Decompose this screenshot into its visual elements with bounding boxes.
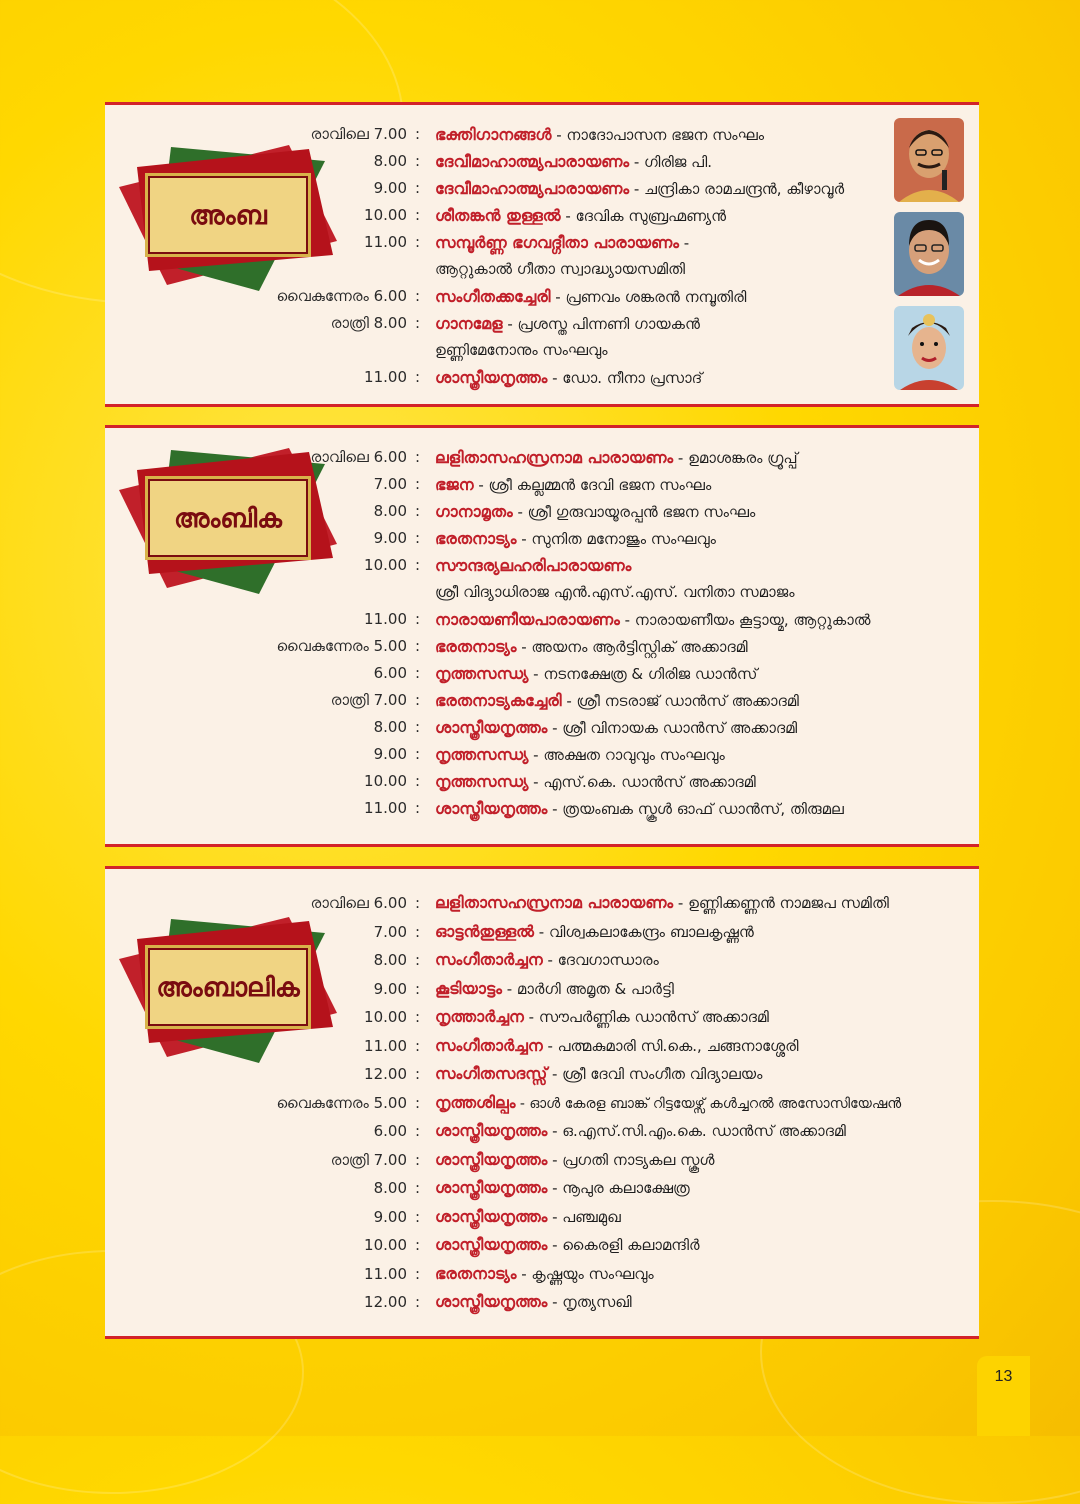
schedule-row bbox=[105, 1146, 979, 1175]
schedule-row-continuation bbox=[105, 579, 979, 606]
row-colon: : bbox=[415, 125, 421, 143]
row-desc bbox=[435, 175, 844, 203]
section-title: അംബിക bbox=[174, 503, 282, 534]
program-name: നൃത്തസന്ധ്യ bbox=[435, 664, 529, 683]
row-time: 11.00 bbox=[364, 610, 407, 628]
row-time: 12.00 bbox=[364, 1065, 407, 1083]
row-colon: : bbox=[415, 772, 421, 790]
performer-name: - ഒ.എസ്.സി.എം.കെ. ഡാൻസ് അക്കാദമി bbox=[547, 1122, 846, 1140]
row-colon: : bbox=[415, 475, 421, 493]
row-desc bbox=[435, 633, 748, 661]
row-desc bbox=[435, 687, 799, 715]
row-time: രാവിലെ 7.00 bbox=[310, 125, 407, 143]
row-time: വൈകുന്നേരം 5.00 bbox=[276, 637, 407, 655]
schedule-row bbox=[105, 525, 979, 552]
schedule-row bbox=[105, 121, 979, 148]
program-name: ശാസ്ത്രീയനൃത്തം bbox=[435, 1149, 548, 1169]
schedule-row bbox=[105, 975, 979, 1004]
row-colon: : bbox=[415, 745, 421, 763]
row-desc bbox=[435, 364, 702, 392]
performer-name: - ഗിരിജ പി. bbox=[629, 153, 712, 171]
program-name: ശാസ്ത്രീയനൃത്തം bbox=[435, 1121, 548, 1140]
performer-name: - ചന്ദ്രികാ രാമചന്ദ്രൻ, കീഴാവൂർ bbox=[629, 180, 845, 198]
schedule-row bbox=[105, 202, 979, 229]
performer-name: - സൗപർണ്ണിക ഡാൻസ് അക്കാദമി bbox=[523, 1008, 769, 1026]
row-time: 11.00 bbox=[364, 799, 407, 817]
row-colon: : bbox=[415, 691, 421, 709]
row-colon: : bbox=[415, 1207, 421, 1226]
schedule-panel-ambalika bbox=[105, 866, 979, 1339]
schedule-row bbox=[105, 1288, 979, 1317]
row-desc bbox=[435, 1117, 846, 1146]
row-desc bbox=[435, 714, 797, 742]
row-desc bbox=[435, 121, 764, 149]
performer-name: - കൈരളി കലാമന്ദിർ bbox=[547, 1236, 700, 1254]
schedule-row bbox=[105, 768, 979, 795]
row-desc bbox=[435, 1060, 762, 1089]
row-time: 7.00 bbox=[373, 922, 407, 941]
row-colon: : bbox=[415, 529, 421, 547]
row-time: 9.00 bbox=[373, 745, 407, 763]
schedule-row bbox=[105, 946, 979, 975]
row-time: 10.00 bbox=[364, 1008, 407, 1026]
row-colon: : bbox=[415, 664, 421, 682]
row-time: രാവിലെ 6.00 bbox=[310, 448, 407, 466]
program-name: ലളിതാസഹസ്രനാമ പാരായണം bbox=[435, 448, 674, 467]
program-name: ശാസ്ത്രീയനൃത്തം bbox=[435, 1235, 548, 1254]
row-desc bbox=[435, 148, 712, 176]
row-time: 9.00 bbox=[373, 979, 407, 998]
program-name: ശീതങ്കൻ തുള്ളൽ bbox=[435, 206, 561, 225]
schedule-row bbox=[105, 552, 979, 579]
schedule-row bbox=[105, 741, 979, 768]
row-time: 6.00 bbox=[373, 1122, 407, 1140]
program-name: കൂടിയാട്ടം bbox=[435, 978, 502, 998]
schedule-row bbox=[105, 471, 979, 498]
schedule-row bbox=[105, 714, 979, 741]
schedule-row-continuation bbox=[105, 337, 979, 364]
row-colon: : bbox=[415, 314, 421, 332]
row-time: 8.00 bbox=[373, 1179, 407, 1197]
row-colon: : bbox=[415, 1293, 421, 1311]
program-name: ഭരതനാട്യം bbox=[435, 529, 517, 548]
row-desc bbox=[435, 525, 716, 553]
performer-name: ശ്രീ വിദ്യാധിരാജ എൻ.എസ്.എസ്. വനിതാ സമാജം bbox=[435, 583, 795, 601]
schedule-row bbox=[105, 1032, 979, 1061]
section-title: അംബാലിക bbox=[156, 972, 300, 1003]
artist-photo bbox=[894, 118, 964, 202]
schedule-row bbox=[105, 310, 979, 337]
program-name: സംഗീതാർച്ചന bbox=[435, 1035, 543, 1055]
row-colon: : bbox=[415, 637, 421, 655]
row-desc bbox=[435, 1231, 700, 1260]
program-name: ഓട്ടൻതുള്ളൽ bbox=[435, 921, 535, 941]
row-time: രാത്രി 8.00 bbox=[330, 314, 407, 332]
row-time: 10.00 bbox=[364, 556, 407, 574]
row-colon: : bbox=[415, 502, 421, 520]
schedule-row bbox=[105, 1174, 979, 1203]
row-desc bbox=[435, 471, 711, 499]
row-colon: : bbox=[415, 152, 421, 170]
performer-name: - ഉമാശങ്കരം ഗ്രൂപ്പ് bbox=[673, 449, 798, 467]
schedule-row bbox=[105, 498, 979, 525]
program-name: നൃത്തസന്ധ്യ bbox=[435, 745, 529, 764]
schedule-row bbox=[105, 889, 979, 918]
schedule-list bbox=[105, 444, 979, 822]
row-time: രാവിലെ 6.00 bbox=[310, 894, 407, 912]
program-name: നൃത്താർച്ചന bbox=[435, 1007, 524, 1026]
row-time: വൈകുന്നേരം 6.00 bbox=[276, 287, 407, 305]
row-desc bbox=[435, 889, 889, 918]
schedule-row bbox=[105, 1060, 979, 1089]
program-name: സമ്പൂർണ്ണ ഭഗവദ്ഗീതാ പാരായണം bbox=[435, 233, 679, 252]
program-name: സംഗീതാർച്ചന bbox=[435, 950, 543, 969]
schedule-row bbox=[105, 606, 979, 633]
program-name: ശാസ്ത്രീയനൃത്തം bbox=[435, 718, 548, 737]
schedule-row bbox=[105, 633, 979, 660]
row-desc bbox=[435, 768, 756, 796]
performer-name: - അക്ഷത റാവുവും സംഘവും bbox=[528, 746, 725, 764]
performer-name: - നാരായണീയം കൂട്ടായ്മ, ആറ്റുകാൽ bbox=[619, 611, 871, 629]
performer-name: - ശ്രീ കല്ലമ്മൻ ദേവി ഭജന സംഘം bbox=[473, 476, 712, 494]
program-name: ശാസ്ത്രീയനൃത്തം bbox=[435, 1206, 548, 1226]
performer-name: - ശ്രീ ദേവി സംഗീത വിദ്യാലയം bbox=[547, 1065, 763, 1083]
performer-name: - പ്രഗതി നാട്യകല സ്കൂൾ bbox=[547, 1150, 715, 1169]
program-name: നൃത്തസന്ധ്യ bbox=[435, 772, 529, 791]
row-colon: : bbox=[415, 368, 421, 386]
performer-name: - ഡോ. നീനാ പ്രസാദ് bbox=[547, 369, 703, 387]
program-name: നൃത്തശില്പം bbox=[435, 1092, 516, 1112]
row-time: 12.00 bbox=[364, 1293, 407, 1311]
schedule-row bbox=[105, 660, 979, 687]
row-desc bbox=[435, 1003, 769, 1032]
performer-name: - മാർഗി അമൃത & പാർട്ടി bbox=[501, 979, 674, 998]
artist-photo bbox=[894, 212, 964, 296]
program-name: ഭരതനാട്യകച്ചേരി bbox=[435, 691, 562, 710]
program-name: ഭജന bbox=[435, 475, 474, 494]
row-desc bbox=[435, 1260, 654, 1289]
schedule-row bbox=[105, 229, 979, 256]
row-time: 9.00 bbox=[373, 1207, 407, 1226]
performer-name: - നൃത്യസഖി bbox=[547, 1293, 632, 1311]
schedule-row bbox=[105, 444, 979, 471]
schedule-row bbox=[105, 1089, 979, 1118]
row-colon: : bbox=[415, 179, 421, 197]
row-colon: : bbox=[415, 233, 421, 251]
program-name: ഗാനാമൃതം bbox=[435, 502, 513, 521]
performer-name: - നാദോപാസന ഭജന സംഘം bbox=[551, 126, 765, 144]
row-desc bbox=[435, 1174, 690, 1203]
performer-name: - ദേവഗാന്ധാരം bbox=[542, 951, 659, 969]
performer-name: ആറ്റുകാൽ ഗീതാ സ്വാദ്ധ്യായസമിതി bbox=[435, 260, 686, 278]
row-colon: : bbox=[415, 448, 421, 466]
performer-name: - സുനിത മനോജും സംഘവും bbox=[516, 530, 716, 548]
schedule-row bbox=[105, 918, 979, 947]
performer-name: - ഉണ്ണിക്കണ്ണൻ നാമജപ സമിതി bbox=[673, 894, 889, 912]
row-colon: : bbox=[415, 951, 421, 969]
schedule-row bbox=[105, 283, 979, 310]
row-time: 11.00 bbox=[364, 233, 407, 251]
program-name: സംഗീതക്കച്ചേരി bbox=[435, 287, 551, 306]
row-colon: : bbox=[415, 1065, 421, 1083]
schedule-list bbox=[105, 121, 979, 391]
row-desc bbox=[435, 1203, 621, 1232]
row-desc bbox=[435, 660, 757, 688]
program-name: ഗാനമേള bbox=[435, 314, 503, 333]
row-time: 10.00 bbox=[364, 1236, 407, 1254]
schedule-row bbox=[105, 795, 979, 822]
performer-name: - ശ്രീ വിനായക ഡാൻസ് അക്കാദമി bbox=[547, 719, 798, 737]
schedule-row bbox=[105, 1260, 979, 1289]
row-colon: : bbox=[415, 556, 421, 574]
program-name: സൗന്ദര്യലഹരിപാരായണം bbox=[435, 556, 632, 575]
row-desc bbox=[435, 283, 746, 311]
performer-name: - പ്രശസ്ത പിന്നണി ഗായകൻ bbox=[502, 315, 700, 333]
row-desc bbox=[435, 498, 755, 526]
performer-name: - പ്രണവം ശങ്കരൻ നമ്പൂതിരി bbox=[550, 288, 747, 306]
row-colon: : bbox=[415, 894, 421, 912]
row-time: 11.00 bbox=[364, 1264, 407, 1283]
row-desc bbox=[435, 1032, 799, 1061]
row-time: 8.00 bbox=[373, 718, 407, 736]
performer-name: - നൂപുര കലാക്ഷേത്ര bbox=[547, 1179, 690, 1197]
row-desc bbox=[435, 552, 631, 580]
row-desc bbox=[435, 918, 754, 947]
page-number: 13 bbox=[994, 1368, 1013, 1385]
row-time: 10.00 bbox=[364, 772, 407, 790]
row-desc bbox=[435, 795, 844, 823]
program-name: ലളിതാസഹസ്രനാമ പാരായണം bbox=[435, 893, 674, 912]
row-colon: : bbox=[415, 979, 421, 998]
row-desc bbox=[435, 202, 726, 230]
row-time: വൈകുന്നേരം 5.00 bbox=[276, 1093, 407, 1112]
row-colon: : bbox=[415, 1179, 421, 1197]
row-desc bbox=[435, 256, 685, 283]
program-name: നാരായണീയപാരായണം bbox=[435, 610, 620, 629]
program-name: ശാസ്ത്രീയനൃത്തം bbox=[435, 368, 548, 387]
schedule-row bbox=[105, 1003, 979, 1032]
schedule-row bbox=[105, 1231, 979, 1260]
row-desc bbox=[435, 606, 870, 634]
schedule-row bbox=[105, 364, 979, 391]
row-colon: : bbox=[415, 610, 421, 628]
row-desc bbox=[435, 337, 608, 364]
program-name: ദേവീമാഹാത്മ്യപാരായണം bbox=[435, 152, 630, 171]
program-name: ഭക്തിഗാനങ്ങൾ bbox=[435, 125, 552, 144]
performer-name: - നടനക്ഷേത്ര & ഗിരിജ ഡാൻസ് bbox=[528, 665, 758, 683]
row-colon: : bbox=[415, 718, 421, 736]
performer-name: - bbox=[678, 234, 690, 252]
row-time: 9.00 bbox=[373, 179, 407, 197]
row-desc bbox=[435, 229, 689, 257]
row-desc bbox=[435, 946, 659, 975]
row-time: രാത്രി 7.00 bbox=[330, 691, 407, 709]
program-name: സംഗീതസദസ്സ് bbox=[435, 1064, 548, 1083]
performer-name: - ശ്രീ നടരാജ് ഡാൻസ് അക്കാദമി bbox=[561, 692, 799, 710]
performer-name: - ഓൾ കേരള ബാങ്ക് റിട്ടയേഴ്സ് കൾച്ചറൽ അസോസിയേഷൻ bbox=[515, 1095, 902, 1112]
row-colon: : bbox=[415, 1150, 421, 1169]
performer-name: - ദേവിക സുബ്രഹ്മണ്യൻ bbox=[560, 207, 727, 225]
row-desc bbox=[435, 310, 700, 338]
artist-photo bbox=[894, 306, 964, 390]
row-time: 8.00 bbox=[373, 951, 407, 969]
row-time: 7.00 bbox=[373, 475, 407, 493]
performer-name: - പഞ്ചമുഖ bbox=[547, 1207, 621, 1226]
performer-name: - ത്രയംബക സ്കൂൾ ഓഫ് ഡാൻസ്, തിരുമല bbox=[547, 800, 844, 818]
performer-name: - കൃഷ്ണയും സംഘവും bbox=[516, 1264, 654, 1283]
row-desc bbox=[435, 975, 674, 1004]
program-name: ശാസ്ത്രീയനൃത്തം bbox=[435, 1292, 548, 1311]
row-time: 8.00 bbox=[373, 152, 407, 170]
row-colon: : bbox=[415, 206, 421, 224]
schedule-row bbox=[105, 148, 979, 175]
schedule-panel-ambika bbox=[105, 425, 979, 847]
row-time: 11.00 bbox=[364, 368, 407, 386]
performer-name: - പത്മകുമാരി സി.കെ., ചങ്ങനാശ്ശേരി bbox=[542, 1036, 799, 1055]
schedule-row bbox=[105, 175, 979, 202]
row-colon: : bbox=[415, 287, 421, 305]
row-colon: : bbox=[415, 1122, 421, 1140]
row-colon: : bbox=[415, 922, 421, 941]
program-name: ശാസ്ത്രീയനൃത്തം bbox=[435, 1178, 548, 1197]
schedule-panel-amba bbox=[105, 102, 979, 407]
schedule-list bbox=[105, 889, 979, 1317]
schedule-row-continuation bbox=[105, 256, 979, 283]
section-title: അംബ bbox=[189, 200, 267, 231]
row-colon: : bbox=[415, 1093, 421, 1112]
performer-name: ഉണ്ണിമേനോനും സംഘവും bbox=[435, 341, 608, 359]
row-colon: : bbox=[415, 1008, 421, 1026]
row-desc bbox=[435, 741, 725, 769]
row-colon: : bbox=[415, 1036, 421, 1055]
row-desc bbox=[435, 1089, 901, 1119]
row-time: 10.00 bbox=[364, 206, 407, 224]
program-name: ശാസ്ത്രീയനൃത്തം bbox=[435, 799, 548, 818]
schedule-row bbox=[105, 1117, 979, 1146]
row-time: 6.00 bbox=[373, 664, 407, 682]
row-time: 9.00 bbox=[373, 529, 407, 547]
schedule-row bbox=[105, 687, 979, 714]
row-time: 11.00 bbox=[364, 1036, 407, 1055]
performer-name: - അയനം ആർട്ടിസ്റ്റിക് അക്കാദമി bbox=[516, 638, 748, 656]
row-time: രാത്രി 7.00 bbox=[330, 1150, 407, 1169]
performer-name: - വിശ്വകലാകേന്ദ്രം ബാലകൃഷ്ണൻ bbox=[534, 922, 754, 941]
row-desc bbox=[435, 579, 795, 606]
row-desc bbox=[435, 1288, 632, 1317]
performer-name: - ശ്രീ ഗുരുവായൂരപ്പൻ ഭജന സംഘം bbox=[512, 503, 756, 521]
program-name: ഭരതനാട്യം bbox=[435, 1263, 517, 1283]
program-name: ദേവീമാഹാത്മ്യപാരായണം bbox=[435, 179, 630, 198]
row-desc bbox=[435, 1146, 714, 1175]
row-desc bbox=[435, 444, 798, 472]
row-colon: : bbox=[415, 1236, 421, 1254]
performer-name: - എസ്.കെ. ഡാൻസ് അക്കാദമി bbox=[528, 773, 756, 791]
program-name: ഭരതനാട്യം bbox=[435, 637, 517, 656]
row-colon: : bbox=[415, 1264, 421, 1283]
row-time: 8.00 bbox=[373, 502, 407, 520]
row-colon: : bbox=[415, 799, 421, 817]
schedule-row bbox=[105, 1203, 979, 1232]
